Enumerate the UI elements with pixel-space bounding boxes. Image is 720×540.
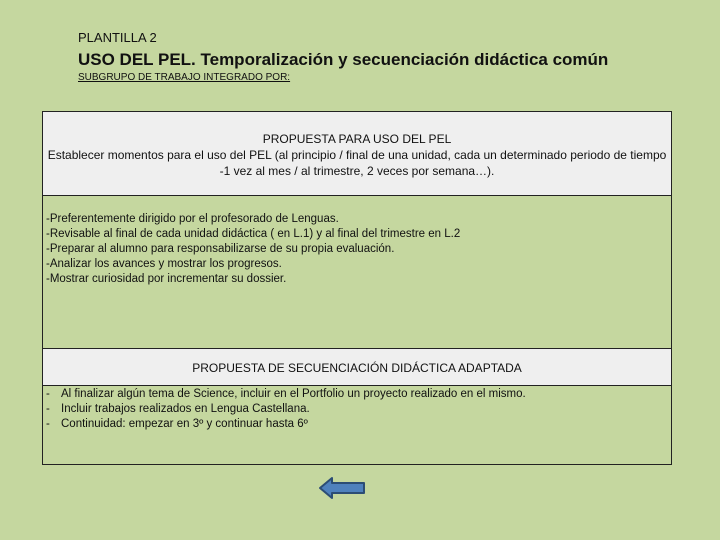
sequencing-list	[43, 386, 671, 432]
subgroup-label: SUBGRUPO DE TRABAJO INTEGRADO POR:	[78, 72, 291, 83]
list-item: -Preparar al alumno para responsabilizarse de su propia evaluación.	[46, 243, 395, 255]
list-item: -Analizar los avances y mostrar los progresos.	[46, 258, 282, 270]
list-item: -Preferentemente dirigido por el profesorado de Lenguas.	[46, 213, 339, 225]
list-item-text: Continuidad: empezar en 3º y continuar hasta 6º	[61, 418, 308, 430]
list-item-text: Incluir trabajos realizados en Lengua Castellana.	[61, 403, 310, 415]
list-item: -Mostrar curiosidad por incrementar su dossier.	[46, 273, 287, 285]
plantilla-label: PLANTILLA 2	[78, 30, 157, 45]
page-title: USO DEL PEL. Temporalización y secuenciación didáctica común	[78, 50, 609, 69]
list-item: -Revisable al final de cada unidad didáctica ( en L.1) y al final del trimestre en L.2	[46, 228, 461, 240]
back-button[interactable]	[318, 476, 366, 500]
pel-usage-box	[42, 111, 672, 349]
pel-usage-list	[43, 196, 671, 287]
list-dash: -	[46, 388, 50, 400]
list-item	[46, 417, 671, 432]
list-item	[46, 402, 671, 417]
list-dash: -	[46, 403, 50, 415]
list-item	[46, 387, 671, 402]
pel-usage-heading: PROPUESTA PARA USO DEL PEL	[262, 132, 452, 146]
sequencing-header	[43, 349, 671, 386]
arrow-left-icon	[318, 476, 366, 500]
pel-usage-description: Establecer momentos para el uso del PEL (al principio / final de una unidad, cada un determinado periodo de tiempo -1 vez al mes / al trimestre, 2 veces por semana…).	[47, 148, 667, 178]
list-dash: -	[46, 418, 50, 430]
list-item-text: Al finalizar algún tema de Science, incluir en el Portfolio un proyecto realizado en el mismo.	[61, 388, 526, 400]
pel-usage-header	[43, 112, 671, 196]
sequencing-heading: PROPUESTA DE SECUENCIACIÓN DIDÁCTICA ADAPTADA	[192, 361, 522, 375]
sequencing-box	[42, 348, 672, 465]
